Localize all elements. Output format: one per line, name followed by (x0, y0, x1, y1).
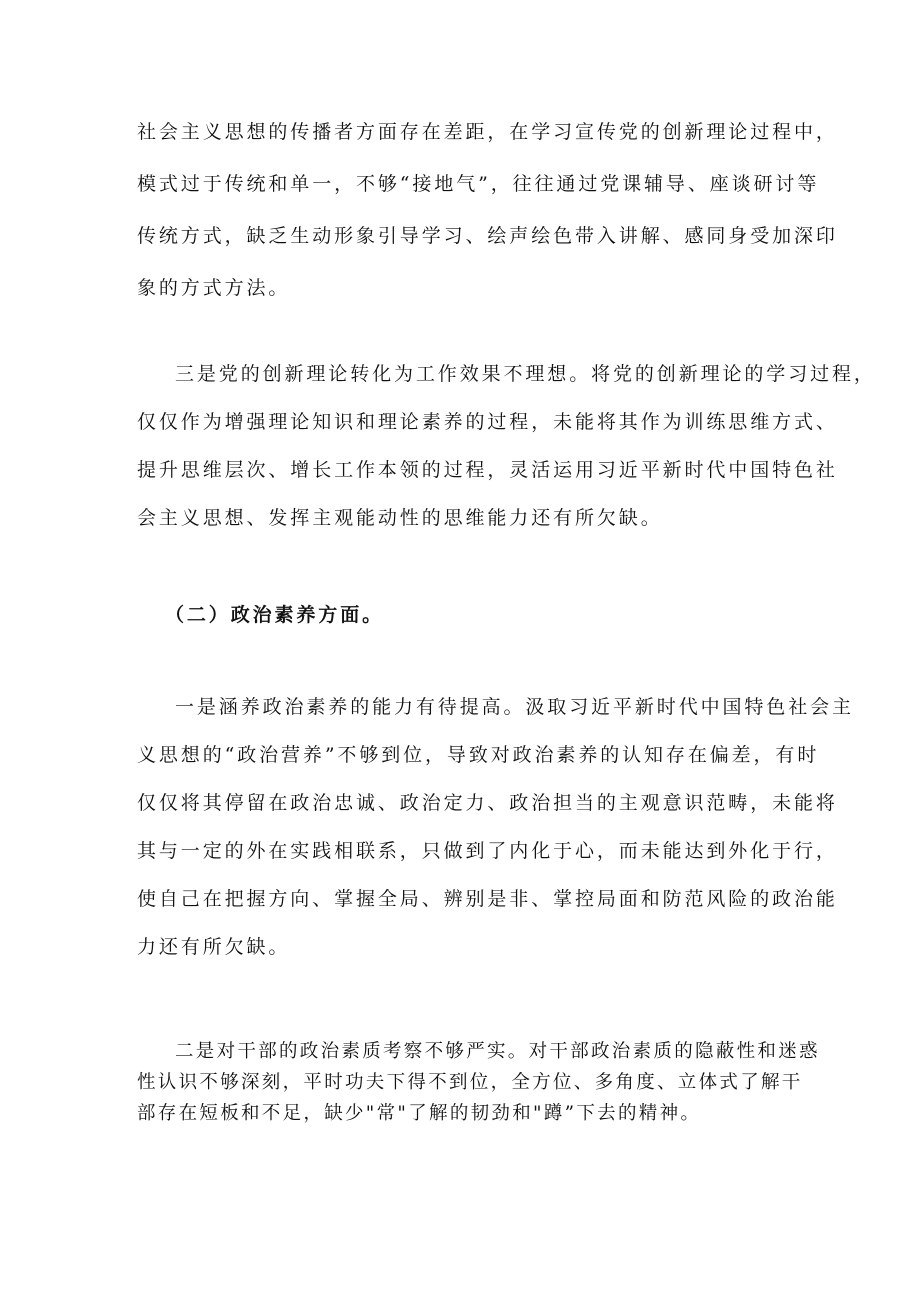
text-line: 一是涵养政治素养的能力有待提高。汲取习近平新时代中国特色社会主 (175, 696, 854, 718)
section-heading-text: （二）政治素养方面。 (165, 604, 385, 626)
text-line: 二是对干部的政治素质考察不够严实。对干部政治素质的隐蔽性和迷惑 (175, 1041, 820, 1062)
text-line: 提升思维层次、增长工作本领的过程，灵活运用习近平新时代中国特色社 (137, 459, 838, 481)
text-line: 仅仅作为增强理论知识和理论素养的过程，未能将其作为训练思维方式、 (137, 411, 838, 433)
text-line: 象的方式方法。 (137, 277, 291, 299)
text-line: 社会主义思想的传播者方面存在差距，在学习宣传党的创新理论过程中， (137, 121, 838, 143)
text-line: 其与一定的外在实践相联系，只做到了内化于心，而未能达到外化于行， (137, 840, 838, 862)
text-line: 力还有所欠缺。 (137, 936, 291, 958)
text-line: 部存在短板和不足，缺少"常"了解的韧劲和"蹲”下去的精神。 (137, 1103, 702, 1124)
text-line: 义思想的“政治营养”不够到位，导致对政治素养的认知存在偏差，有时 (137, 744, 820, 766)
text-line: 仅仅将其停留在政治忠诚、政治定力、政治担当的主观意识范畴，未能将 (137, 792, 838, 814)
text-line: 三是党的创新理论转化为工作效果不理想。将党的创新理论的学习过程， (175, 363, 876, 385)
text-line: 会主义思想、发挥主观能动性的思维能力还有所欠缺。 (137, 507, 663, 529)
text-line: 性认识不够深刻，平时功夫下得不到位，全方位、多角度、立体式了解干 (137, 1072, 803, 1093)
text-line: 模式过于传统和单一，不够“接地气”，往往通过党课辅导、座谈研讨等 (137, 173, 820, 195)
text-line: 使自己在把握方向、掌握全局、辨别是非、掌控局面和防范风险的政治能 (137, 888, 838, 910)
text-line: 传统方式，缺乏生动形象引导学习、绘声绘色带入讲解、感同身受加深印 (137, 225, 838, 247)
